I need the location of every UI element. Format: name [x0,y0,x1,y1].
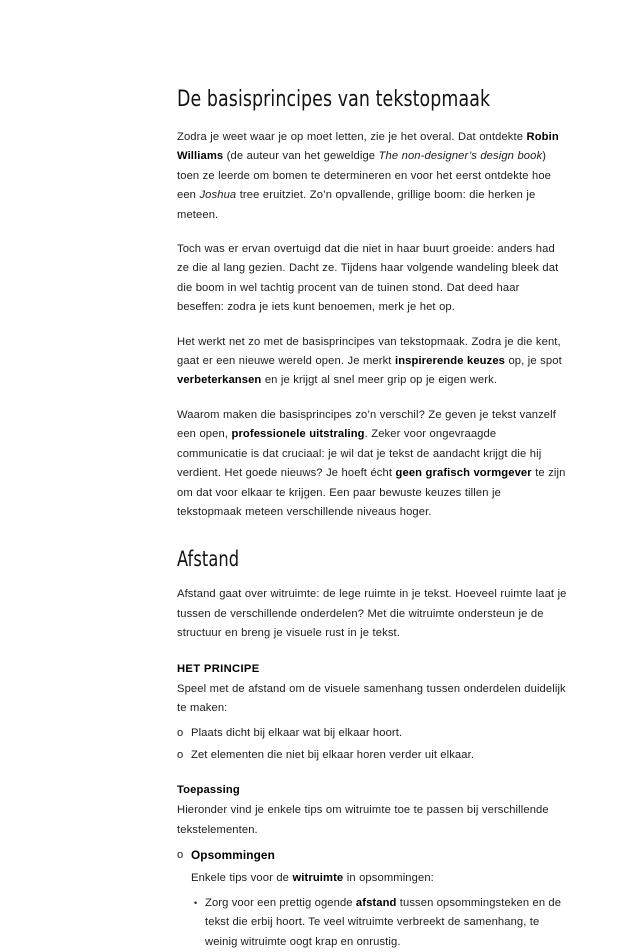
paragraph-text: . Zeker voor ongevraagde communicatie is dat cruciaal: je wil dat je tekst de aandacht krijgt die hij verdient. Het goede nieuws? Je hoeft écht [177,428,542,480]
list-item-group [177,844,567,866]
tree-name: Joshua [199,189,237,202]
list-marker-circle: o [177,748,184,761]
paragraph-text: Zorg voor een prettig ogende [205,896,356,909]
emphasis-afstand: afstand [355,896,397,909]
subheading-toepassing: Toepassing [177,784,240,797]
application-lead: Hieronder vind je enkele tips om witruimte toe te passen bij verschillende tekstelementen. [177,804,549,836]
list-item [177,744,567,765]
list-group-label: Opsommingen [191,847,275,862]
document-content [177,86,567,952]
paragraph-text: op, je spot [505,355,562,368]
paragraph-text: tree eruitziet. Zo’n opvallende, grillige boom: die herken je meteen. [177,189,536,221]
paragraph-text: Zodra je weet waar je op moet letten, zie je het overal. Dat ontdekte [177,131,527,143]
emphasis-author: Robin Williams [177,131,559,163]
list-item [191,892,567,952]
list-marker-circle: o [177,727,184,740]
emphasis-improvement: verbeterkansen [177,374,262,387]
paragraph-intro [177,113,567,225]
paragraph-text: Enkele tips voor de [191,872,293,885]
opsommingen-bullet-list [177,889,567,952]
paragraph-text: ) toen ze leerde om bomen te determineren en voor het eerst ontdekte hoe een [177,150,552,202]
paragraph-text: Waarom maken die basisprincipes zo’n verschil? Ze geven je tekst vanzelf een open, [177,408,556,441]
emphasis-professional: professionele uitstraling [231,428,365,441]
principle-lead: Speel met de afstand om de visuele samenhang tussen onderdelen duidelijk te maken: [177,682,566,714]
opsommingen-lead [191,866,567,888]
page-title: De basisprincipes van tekstopmaak [177,86,491,112]
paragraph-principles [177,318,567,391]
list-item-label: Zet elementen die niet bij elkaar horen verder uit elkaar. [191,748,475,761]
opsommingen-block [177,866,567,888]
list-marker-circle: o [177,848,184,861]
book-title: The non-designer’s design book [378,150,543,163]
paragraph-story [177,225,567,318]
paragraph-text: in opsommingen: [343,872,434,885]
section-heading-afstand: Afstand [177,547,240,572]
paragraph-text: te zijn om dat voor elkaar te krijgen. Een paar bewuste keuzes tillen je tekstopmaak meteen verschillende niveaus hoger. [177,467,566,518]
list-item-label [205,897,561,948]
emphasis-inspiring-choices: inspirerende keuzes [394,355,506,368]
paragraph-text: (de auteur van het geweldige [223,150,379,163]
principle-list [177,718,567,765]
paragraph-text: en je krijgt al snel meer grip op je eigen werk. [261,374,498,387]
application-list [177,840,567,866]
emphasis-no-designer: geen grafisch vormgever [395,467,532,480]
subheading-het-principe: HET PRINCIPE [177,662,260,675]
paragraph-why [177,391,567,522]
list-marker-bullet: • [194,897,198,908]
list-item-label: Plaats dicht bij elkaar wat bij elkaar hoort. [191,727,403,740]
emphasis-witruimte: witruimte [292,872,344,885]
paragraph-text: Het werkt net zo met de basisprincipes van tekstopmaak. Zodra je die kent, gaat er een nieuwe wereld open. Je merkt [177,335,561,368]
list-item [177,722,567,743]
paragraph-text: Toch was er ervan overtuigd dat die niet in haar buurt groeide: anders had ze die al lang gezien. Dacht ze. Tijdens haar volgende wandeling bleek dat die boom in wel tachtig procent van de tuinen stond. Dat deed haar beseffen: zodra je iets kunt benoemen, merk je het op. [177,243,559,314]
section-intro: Afstand gaat over witruimte: de lege ruimte in je tekst. Hoeveel ruimte laat je tussen de verschillende onderdelen? Met die witruimte ondersteun je de structuur en breng je visuele rust in je tekst. [177,588,567,640]
paragraph-text: tussen opsommingsteken en de tekst die erbij hoort. Te veel witruimte verbreekt de samenhang, te weinig witruimte oogt krap en onrustig. [205,896,562,948]
